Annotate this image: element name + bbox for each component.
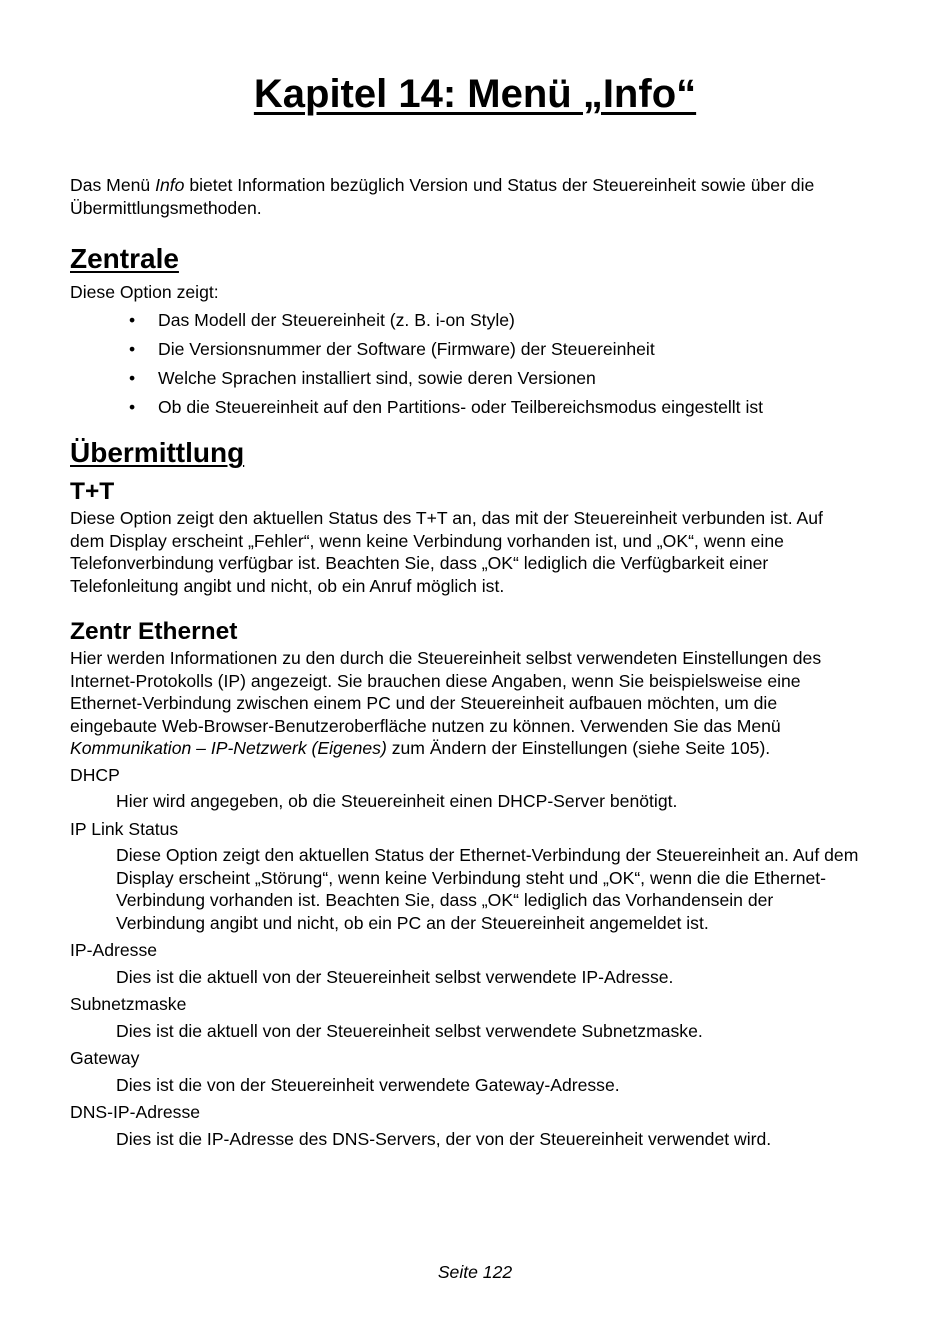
intro-text-start: Das Menü [70,175,156,195]
ethernet-menu-path: Kommunikation – IP-Netzwerk (Eigenes) [70,738,387,758]
desc-dhcp: Hier wird angegeben, ob die Steuereinheit einen DHCP-Server benötigt. [116,791,678,811]
ethernet-paragraph [70,647,860,760]
desc-ip-adresse: Dies ist die aktuell von der Steuereinheit selbst verwendete IP-Adresse. [116,966,674,987]
ethernet-text-end: zum Ändern der Einstellungen (siehe Seite 105). [386,738,771,758]
intro-paragraph [70,174,860,219]
term-ip-link-status: IP Link Status [70,818,179,839]
list-item: • Die Versionsnummer der Software (Firmware) der Steuereinheit [158,338,860,361]
ethernet-text-start: Hier werden Informationen zu den durch die Steuereinheit selbst verwendeten Einstellungen des Internet-Protokolls (IP) angezeigt. Sie brauchen diese Angaben, wenn Sie beispielsweise eine Ethernet-Verbindung zwischen einem PC und der Steuereinheit aufbauen möchten, um die eingebaute Web-Browser-Benutzeroberfläche nutzen zu können. Verwenden Sie das Menü [70,648,822,736]
page-content [70,174,860,1155]
page-title: Kapitel 14: Menü „Info“ [253,72,697,116]
term-dns-ip-adresse: DNS-IP-Adresse [70,1102,201,1122]
desc-dns-ip-adresse: Dies ist die IP-Adresse des DNS-Servers, der von der Steuereinheit verwendet wird. [116,1128,772,1149]
desc-gateway: Dies ist die von der Steuereinheit verwendete Gateway-Adresse. [116,1074,620,1095]
list-item: • Welche Sprachen installiert sind, sowie deren Versionen [158,367,860,390]
term-ip-adresse: IP-Adresse [70,940,158,960]
list-item: • Das Modell der Steuereinheit (z. B. i-on Style) [158,309,860,332]
term-dhcp: DHCP [70,764,120,785]
term-gateway: Gateway [70,1048,140,1068]
intro-text-end: bietet Information bezüglich Version und Status der Steuereinheit sowie über die Übermittlungsmethoden. [70,175,815,218]
zentrale-bullet-list [70,309,860,419]
heading-zentr-ethernet: Zentr Ethernet [70,618,238,645]
intro-menu-name: Info [155,175,185,195]
tt-paragraph: Diese Option zeigt den aktuellen Status des T+T an, das mit der Steuereinheit verbunden ist. Auf dem Display erscheint „Fehler“, wenn keine Verbindung vorhanden ist, und „OK“, wenn eine Telefonverbindung verfügbar ist. Beachten Sie, dass „OK“ lediglich die Verfügbarkeit einer Telefonleitung angibt und nicht, ob ein Anruf möglich ist. [70,508,823,596]
heading-zentrale: Zentrale [70,243,179,274]
desc-subnetzmaske: Dies ist die aktuell von der Steuereinheit selbst verwendete Subnetzmaske. [116,1020,703,1041]
zentrale-lead: Diese Option zeigt: [70,282,219,302]
heading-uebermittlung: Übermittlung [70,437,245,468]
desc-ip-link-status: Diese Option zeigt den aktuellen Status der Ethernet-Verbindung der Steuereinheit an. Auf dem Display erscheint „Störung“, wenn keine Verbindung steht und „OK“, wenn die die Ethernet-Verbindung vorhanden ist. Beachten Sie, dass „OK“ lediglich das Vorhandensein der Verbindung angibt und nicht, ob ein PC an der Steuereinheit angemeldet ist. [116,845,859,933]
term-subnetzmaske: Subnetzmaske [70,994,187,1014]
page-number: Seite 122 [437,1262,513,1282]
heading-tt: T+T [70,478,115,505]
ethernet-definition-list [70,764,860,1151]
list-item: • Ob die Steuereinheit auf den Partitions- oder Teilbereichsmodus eingestellt ist [158,396,860,419]
